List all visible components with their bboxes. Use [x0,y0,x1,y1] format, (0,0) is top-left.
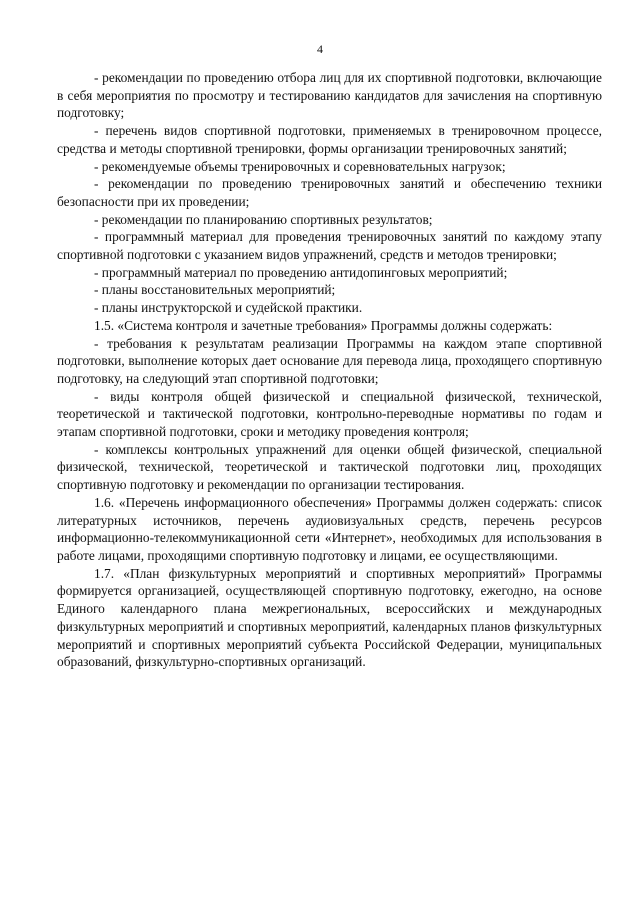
document-body [57,69,602,671]
paragraph-referee-practice: - планы инструкторской и судейской практики. [94,300,363,316]
paragraph-selection-recommendations: - рекомендации по проведению отбора лиц для их спортивной подготовки, включающие в себя мероприятия по просмотру и тестированию кандидатов для зачисления на спортивную подготовку; [57,70,602,121]
paragraph-result-requirements: - требования к результатам реализации Программы на каждом этапе спортивной подготовки, выполнение которых дает основание для перевода лица, проходящего спортивную подготовку, на следующий этап спортивной подготовки; [57,335,602,386]
paragraph-control-exercises: - комплексы контрольных упражнений для оценки общей физической, специальной физической, технической, теоретической и тактической подготовки лиц, проходящих спортивную подготовку и рекомендации по организации тестирования. [57,441,602,493]
paragraph-safety-recommendations: - рекомендации по проведению тренировочных занятий и обеспечению техники безопасности при их проведении; [57,176,602,209]
paragraph-section-1-6: 1.6. «Перечень информационного обеспечения» Программы должен содержать: список литературных источников, перечень аудиовизуальных средств, перечень ресурсов информационно-телекоммуникационной сети «Интернет», необходимых для использования в работе лицами, проходящими спортивную подготовку и лицами, ее осуществляющими. [57,494,602,563]
paragraph-results-planning: - рекомендации по планированию спортивных результатов; [94,211,433,227]
paragraph-program-material-stages: - программный материал для проведения тренировочных занятий по каждому этапу спортивной подготовки с указанием видов упражнений, средств и методов тренировки; [57,229,602,263]
page-number: 4 [317,42,323,56]
paragraph-recovery-plans: - планы восстановительных мероприятий; [94,282,336,298]
paragraph-section-1-5: 1.5. «Система контроля и зачетные требования» Программы должны содержать: [94,317,553,333]
paragraph-antidoping-material: - программный материал по проведению антидопинговых мероприятий; [94,264,508,280]
paragraph-control-types: - виды контроля общей физической и специальной физической, технической, теоретической и тактической подготовки, контрольно-переводные нормативы по годам и этапам спортивной подготовки, сроки и методику проведения контроля; [57,388,602,440]
paragraph-section-1-7: 1.7. «План физкультурных мероприятий и спортивных мероприятий» Программы формируется организацией, осуществляющей спортивную подготовку, ежегодно, на основе Единого календарного плана межрегиональных, всероссийских и международных физкультурных мероприятий и спортивных мероприятий, календарных планов физкультурных мероприятий и спортивных мероприятий субъекта Российской Федерации, муниципальных образований, физкультурно-спортивных организаций. [57,565,602,670]
paragraph-load-volumes: - рекомендуемые объемы тренировочных и соревновательных нагрузок; [94,158,506,174]
paragraph-training-types-list: - перечень видов спортивной подготовки, применяемых в тренировочном процессе, средства и методы спортивной тренировки, формы организации тренировочных занятий; [57,123,602,156]
